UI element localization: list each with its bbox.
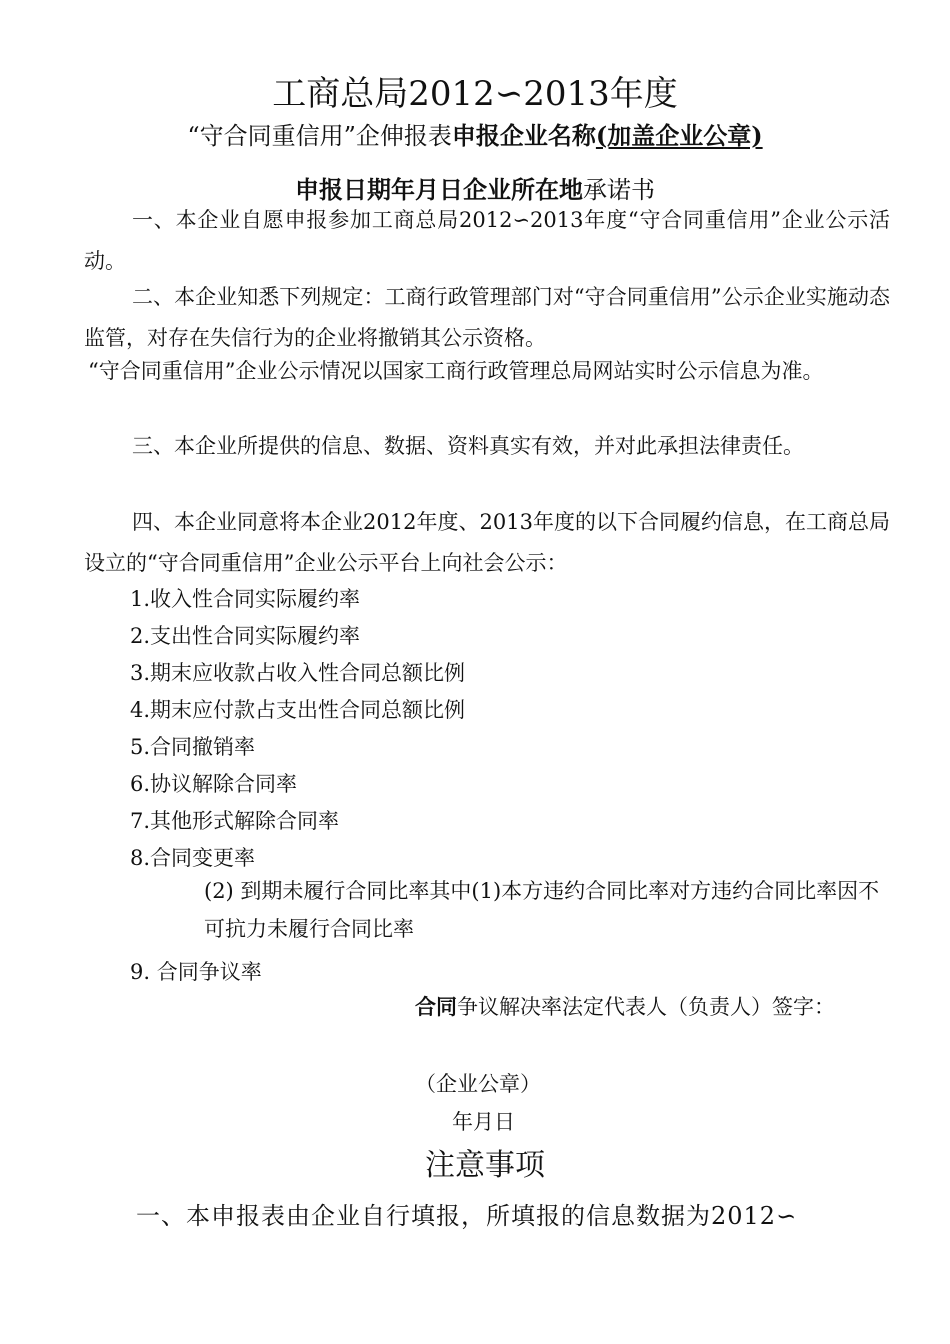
list-item: 8.合同变更率 (130, 846, 256, 870)
paragraph-4: 三、本企业所提供的信息、数据、资料真实有效，并对此承担法律责任。 (132, 434, 804, 458)
subtitle-prefix: “守合同重信用”企伸报表 (187, 122, 452, 150)
heading-date-location-label: 申报日期年月日企业所在地 (295, 175, 583, 204)
list-item: 2.支出性合同实际履约率 (130, 624, 361, 648)
notice-title: 注意事项 (425, 1148, 545, 1183)
signature-text: 争议解决率法定代表人（负责人）签字： (457, 995, 835, 1019)
paragraph-2: 二、本企业知悉下列规定：工商行政管理部门对“守合同重信用”公示企业实施动态监管，对存在失信行为的企业将撤销其公示资格。 (84, 285, 890, 350)
paragraph-1: 一、本企业自愿申报参加工商总局2012∽2013年度“守合同重信用”企业公示活动。 (84, 208, 890, 273)
subtitle-seal-note: (加盖企业公章) (595, 121, 763, 150)
seal-label: （企业公章） (415, 1072, 541, 1096)
list-item: 3.期末应收款占收入性合同总额比例 (130, 661, 466, 685)
list-item-9: 9. 合同争议率 (130, 960, 262, 984)
list-item: 6.协议解除合同率 (130, 772, 298, 796)
paragraph-5: 四、本企业同意将本企业2012年度、2013年度的以下合同履约信息，在工商总局设立的“守合同重信用”企业公示平台上向社会公示： (84, 510, 890, 575)
list-item: 4.期末应付款占支出性合同总额比例 (130, 698, 466, 722)
sub-item-2: (2) 到期未履行合同比率其中(1)本方违约合同比率对方违约合同比率因不可抗力未履行合同比率 (204, 879, 880, 941)
notice-text: 一、本申报表由企业自行填报，所填报的信息数据为2012∽ (136, 1202, 798, 1230)
signature-bold-text: 合同 (415, 994, 457, 1019)
list-item: 7.其他形式解除合同率 (130, 809, 340, 833)
signature-block (415, 988, 865, 1026)
list-item: 1.收入性合同实际履约率 (130, 587, 361, 611)
document-subtitle (0, 116, 950, 151)
subtitle-company-name-label: 申报企业名称 (451, 121, 596, 150)
paragraph-3: “守合同重信用”企业公示情况以国家工商行政管理总局网站实时公示信息为准。 (88, 359, 824, 383)
document-title: 工商总局2012∽2013年度 (272, 74, 678, 114)
heading-pledge-label: 承诺书 (583, 176, 655, 204)
date-label: 年月日 (452, 1110, 515, 1134)
list-item: 5.合同撤销率 (130, 735, 256, 759)
